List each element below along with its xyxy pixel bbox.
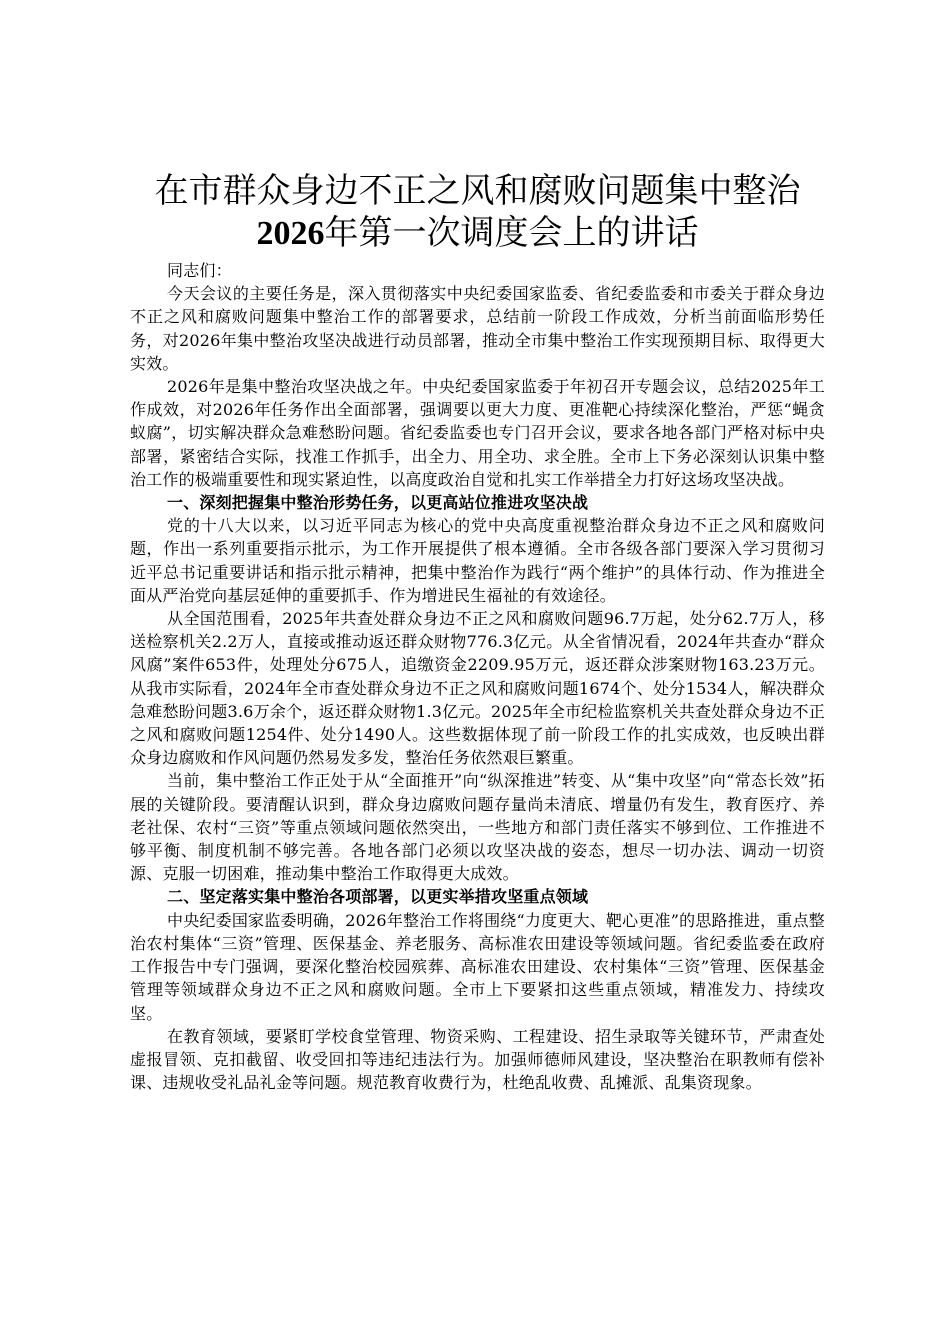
paragraph: 今天会议的主要任务是，深入贯彻落实中央纪委国家监委、省纪委监委和市委关于群众身边不正之风和腐败问题集中整治工作的部署要求，总结前一阶段工作成效，分析当前面临形势任务，对2026年集中整治攻坚决战进行动员部署，推动全市集中整治工作实现预期目标、取得更大实效。	[130, 284, 825, 373]
paragraph: 2026年是集中整治攻坚决战之年。中央纪委国家监委于年初召开专题会议，总结2025年工作成效，对2026年任务作出全面部署，强调要以更大力度、更准靶心持续深化整治，严惩“蝇贪蚁腐”，切实解决群众急难愁盼问题。省纪委监委也专门召开会议，要求各地各部门严格对标中央部署，紧密结合实际，找准工作抓手，出全力、用全功、求全胜。全市上下务必深刻认识集中整治工作的极端重要性和现实紧迫性，以高度政治自觉和扎实工作举措全力打好这场攻坚决战。	[130, 377, 825, 489]
title-line-1: 在市群众身边不正之风和腐败问题集中整治	[154, 171, 801, 211]
paragraph: 当前，集中整治工作正处于从“全面推开”向“纵深推进”转变、从“集中攻坚”向“常态长效”拓展的关键阶段。要清醒认识到，群众身边腐败问题存量尚未清底、增量仍有发生，教育医疗、养老社保、农村“三资”等重点领域问题依然突出，一些地方和部门责任落实不够到位、工作推进不够平衡、制度机制不够完善。各地各部门必须以攻坚决战的姿态，想尽一切办法、调动一切资源、克服一切困难，推动集中整治工作取得更大成效。	[130, 771, 825, 884]
title-line-2-text: 年第一次调度会上的讲话	[324, 213, 699, 253]
document-title	[130, 170, 825, 255]
salutation: 同志们：	[167, 261, 232, 280]
title-line-2	[130, 212, 825, 255]
paragraph: 在教育领域，要紧盯学校食堂管理、物资采购、工程建设、招生录取等关键环节，严肃查处虚报冒领、克扣截留、收受回扣等违纪违法行为。加强师德师风建设，坚决整治在职教师有偿补课、违规收受礼品礼金等问题。规范教育收费行为，杜绝乱收费、乱摊派、乱集资现象。	[130, 1026, 825, 1093]
title-year: 2026	[256, 215, 325, 252]
paragraph: 中央纪委国家监委明确，2026年整治工作将围绕“力度更大、靶心更准”的思路推进，重点整治农村集体“三资”管理、医保基金、养老服务、高标准农田建设等领域问题。省纪委监委在政府工作报告中专门强调，要深化整治校园殡葬、高标准农田建设、农村集体“三资”管理、医保基金管理等领域群众身边不正之风和腐败问题。全市上下要紧扣这些重点领域，精准发力、持续攻坚。	[130, 910, 825, 1023]
paragraph: 从全国范围看，2025年共查处群众身边不正之风和腐败问题96.7万起，处分62.7万人，移送检察机关2.2万人，直接或推动返还群众财物776.3亿元。从全省情况看，2024年共查办“群众风腐”案件653件，处理处分675人，追缴资金2209.95万元，返还群众涉案财物163.23万元。从我市实际看，2024年全市查处群众身边不正之风和腐败问题1674个、处分1534人，解决群众急难愁盼问题3.6万余个，返还群众财物1.3亿元。2025年全市纪检监察机关共查处群众身边不正之风和腐败问题1254件、处分1490人。这些数据体现了前一阶段工作的扎实成效，也反映出群众身边腐败和作风问题仍然易发多发，整治任务依然艰巨繁重。	[130, 609, 825, 768]
document-page	[130, 170, 825, 1094]
document-body	[130, 259, 825, 1094]
paragraph: 党的十八大以来，以习近平同志为核心的党中央高度重视整治群众身边不正之风和腐败问题，作出一系列重要指示批示，为工作开展提供了根本遵循。全市各级各部门要深入学习贯彻习近平总书记重要讲话和指示批示精神，把集中整治作为践行“两个维护”的具体行动、作为推进全面从严治党向基层延伸的重要抓手、作为增进民生福祉的有效途径。	[130, 516, 825, 605]
section-heading-1: 一、深刻把握集中整治形势任务，以更高站位推进攻坚决战	[167, 493, 589, 513]
section-heading-2: 二、坚定落实集中整治各项部署，以更实举措攻坚重点领域	[167, 887, 589, 907]
